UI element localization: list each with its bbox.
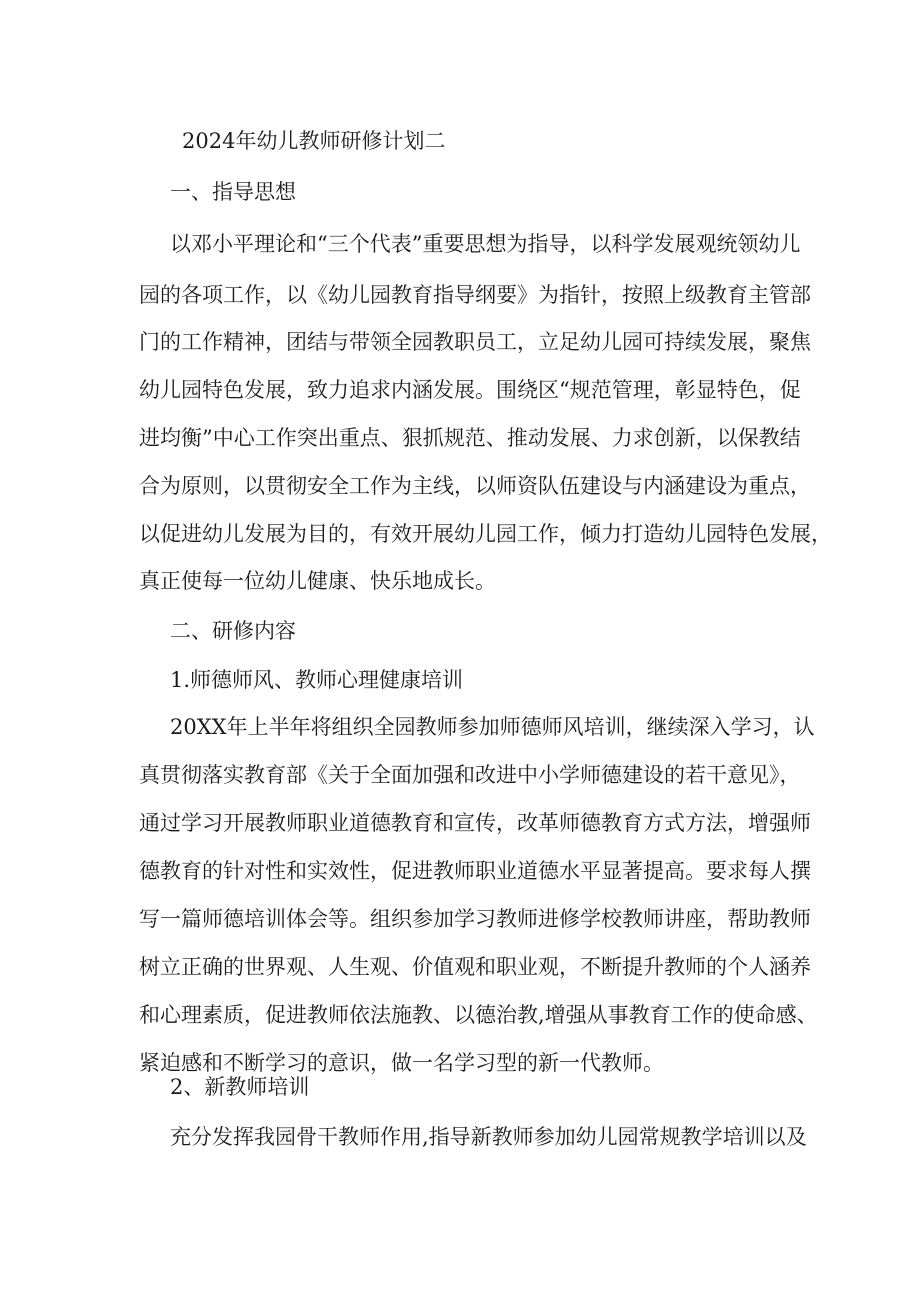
paragraph-line: 20XX年上半年将组织全园教师参加师德师风培训，继续深入学习，认	[170, 715, 815, 739]
paragraph-line: 通过学习开展教师职业道德教育和宣传，改革师德教育方式方法，增强师	[139, 811, 811, 835]
paragraph-line: 写一篇师德培训体会等。组织参加学习教师进修学校教师讲座，帮助教师	[139, 907, 811, 931]
paragraph-line: 和心理素质，促进教师依法施教、以德治教,增强从事教育工作的使命感、	[139, 1003, 818, 1027]
paragraph-line: 进均衡”中心工作突出重点、狠抓规范、推动发展、力求创新，以保教结	[139, 426, 801, 450]
paragraph-line: 充分发挥我园骨干教师作用,指导新教师参加幼儿园常规教学培训以及	[170, 1125, 807, 1149]
section-heading-training-content: 二、研修内容	[170, 619, 296, 643]
subsection-heading-new-teacher-training: 2、新教师培训	[170, 1075, 310, 1099]
paragraph-line: 以促进幼儿发展为目的，有效开展幼儿园工作，倾力打造幼儿园特色发展，	[139, 522, 832, 546]
paragraph-line: 幼儿园特色发展，致力追求内涵发展。围绕区“规范管理，彰显特色，促	[139, 378, 801, 402]
paragraph-line: 德教育的针对性和实效性，促进教师职业道德水平显著提高。要求每人撰	[139, 859, 811, 883]
subsection-heading-ethics-training: 1.师德师风、教师心理健康培训	[170, 668, 464, 692]
document-title: 2024年幼儿教师研修计划二	[182, 129, 446, 153]
paragraph-line: 园的各项工作，以《幼儿园教育指导纲要》为指针，按照上级教育主管部	[139, 283, 811, 307]
section-heading-guiding-ideology: 一、指导思想	[170, 180, 296, 204]
paragraph-line: 门的工作精神，团结与带领全园教职员工，立足幼儿园可持续发展，聚焦	[139, 330, 811, 354]
paragraph-line: 以邓小平理论和“三个代表”重要思想为指导，以科学发展观统领幼儿	[170, 232, 801, 256]
paragraph-line: 树立正确的世界观、人生观、价值观和职业观，不断提升教师的个人涵养	[139, 955, 811, 979]
paragraph-line: 合为原则，以贯彻安全工作为主线，以师资队伍建设与内涵建设为重点，	[139, 474, 811, 498]
paragraph-line: 真正使每一位幼儿健康、快乐地成长。	[139, 569, 496, 593]
paragraph-line: 紧迫感和不断学习的意识，做一名学习型的新一代教师。	[139, 1051, 664, 1075]
paragraph-line: 真贯彻落实教育部《关于全面加强和改进中小学师德建设的若干意见》，	[139, 763, 801, 787]
